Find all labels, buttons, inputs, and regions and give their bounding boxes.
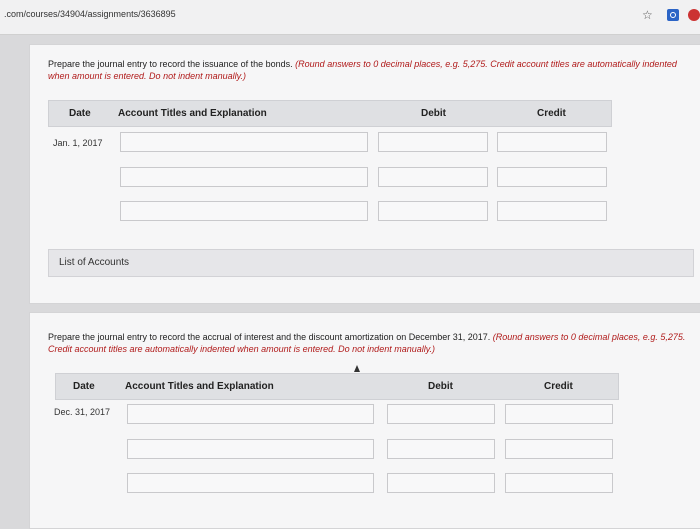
account-input[interactable] — [127, 404, 374, 424]
credit-input[interactable] — [497, 167, 607, 187]
row1-date: Jan. 1, 2017 — [53, 138, 103, 148]
row1-date: Dec. 31, 2017 — [54, 407, 111, 417]
debit-input[interactable] — [378, 167, 488, 187]
account-input[interactable] — [127, 473, 374, 493]
credit-input[interactable] — [505, 439, 613, 459]
header-credit: Credit — [537, 108, 566, 119]
instruction-2-note: (Round answers to 0 decimal places, e.g. 5,275. Credit account titles are automatically indented when amount is entered. Do not indent manually.) — [48, 332, 686, 354]
table-header-1 — [48, 100, 612, 127]
account-input[interactable] — [120, 167, 368, 187]
url-text[interactable]: .com/courses/34904/assignments/3636895 — [4, 9, 176, 19]
header-debit: Debit — [428, 381, 453, 392]
account-input[interactable] — [120, 132, 368, 152]
credit-input[interactable] — [497, 201, 607, 221]
instruction-1 — [48, 58, 688, 82]
credit-input[interactable] — [505, 404, 613, 424]
credit-input[interactable] — [505, 473, 613, 493]
header-account: Account Titles and Explanation — [118, 108, 267, 119]
header-date: Date — [73, 381, 95, 392]
browser-address-bar[interactable] — [0, 0, 700, 35]
debit-input[interactable] — [387, 404, 495, 424]
extension-icon[interactable] — [667, 9, 679, 21]
account-input[interactable] — [127, 439, 374, 459]
table-header-2 — [55, 373, 619, 400]
instruction-2-text: Prepare the journal entry to record the accrual of interest and the discount amortization on December 31, 2017. — [48, 332, 491, 342]
mouse-cursor-icon — [354, 365, 360, 372]
header-account: Account Titles and Explanation — [125, 381, 274, 392]
account-input[interactable] — [120, 201, 368, 221]
star-icon[interactable]: ☆ — [642, 8, 653, 22]
header-date: Date — [69, 108, 91, 119]
instruction-1-note: (Round answers to 0 decimal places, e.g. 5,275. Credit account titles are automatically indented when amount is entered. Do not indent manually.) — [48, 59, 677, 81]
menu-icon[interactable] — [688, 9, 700, 21]
credit-input[interactable] — [497, 132, 607, 152]
debit-input[interactable] — [387, 473, 495, 493]
list-of-accounts-label: List of Accounts — [59, 257, 130, 268]
header-debit: Debit — [421, 108, 446, 119]
header-credit: Credit — [544, 381, 573, 392]
debit-input[interactable] — [387, 439, 495, 459]
instruction-1-text: Prepare the journal entry to record the issuance of the bonds. — [48, 59, 293, 69]
instruction-2 — [48, 331, 688, 355]
debit-input[interactable] — [378, 132, 488, 152]
list-of-accounts-button[interactable] — [48, 249, 694, 277]
debit-input[interactable] — [378, 201, 488, 221]
